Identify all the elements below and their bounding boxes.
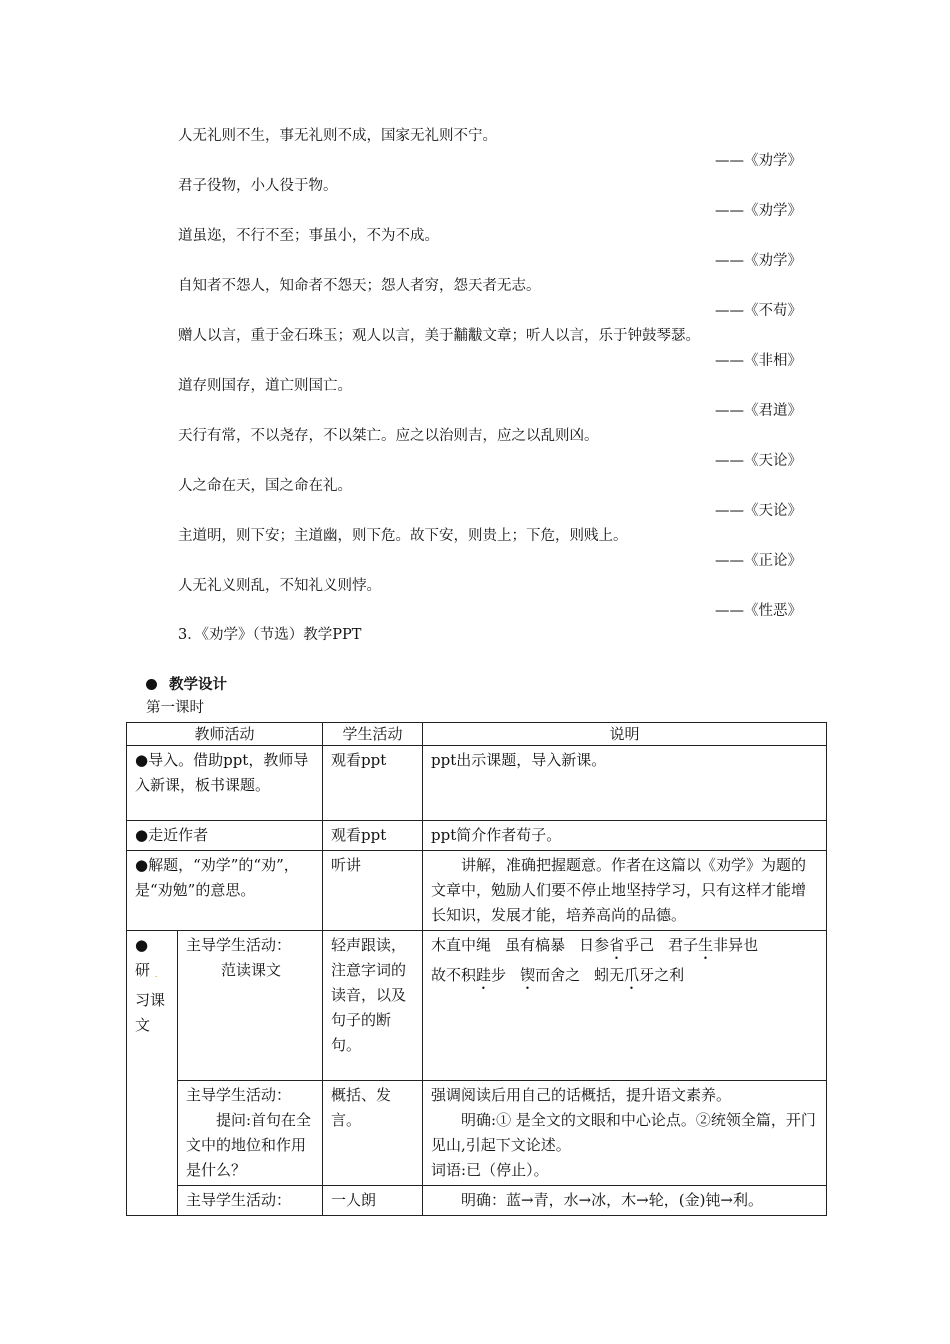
- teacher-body: 范读课文: [221, 961, 282, 979]
- teacher-cell: [178, 931, 323, 1081]
- vocab-line: [431, 933, 820, 963]
- quote-text: 人之命在天，国之命在礼。: [178, 478, 352, 494]
- quote-source: ——《天论》: [715, 453, 802, 469]
- note-cell: ppt出示课题，导入新课。: [423, 746, 827, 821]
- quote-source: ——《劝学》: [715, 153, 802, 169]
- quote-source: ——《天论》: [715, 503, 802, 519]
- section-title: [146, 675, 227, 695]
- quote-source: ——《君道》: [715, 403, 802, 419]
- lesson-plan-table: [126, 722, 827, 1216]
- quote-source: ——《非相》: [715, 353, 802, 369]
- teacher-title: 主导学生活动：: [186, 1086, 292, 1104]
- note-cell: 讲解，准确把握题意。作者在这篇以《劝学》为题的文章中，勉励人们要不停止地坚持学习，只有这样才能增长知识，发展才能，培养高尚的品德。: [423, 851, 827, 931]
- student-cell: 轻声跟读，注意字词的读音，以及句子的断句。: [323, 931, 423, 1081]
- section-title-text: 教学设计: [169, 677, 227, 693]
- quote-source: ——《性恶》: [715, 603, 802, 619]
- teacher-cell: 主导学生活动：: [178, 1186, 323, 1216]
- student-cell: 观看ppt: [323, 746, 423, 821]
- vocab-text: 乎己: [624, 936, 655, 954]
- emphasized-char: 省: [609, 936, 625, 954]
- study-label-line-2: 习课: [135, 991, 166, 1009]
- teacher-title: 主导学生活动：: [186, 936, 292, 954]
- vocab-text: 牙之利: [639, 966, 685, 984]
- table-row: [127, 821, 827, 851]
- teacher-cell: ●导入。借助ppt，教师导入新课，板书课题。: [127, 746, 323, 821]
- header-student: 学生活动: [323, 723, 423, 746]
- student-cell: 概括、发言。: [323, 1081, 423, 1186]
- teacher-cell: [178, 1081, 323, 1186]
- table-row: [127, 1186, 827, 1216]
- vocab-text: 步: [491, 966, 507, 984]
- quote-text: 天行有常，不以尧存，不以桀亡。应之以治则吉，应之以乱则凶。: [178, 428, 599, 444]
- note-line: 词语:已（停止）。: [431, 1161, 549, 1179]
- vocab-lines: [431, 933, 820, 993]
- vocab-text: 虽有槁: [505, 936, 551, 954]
- vocab-text: 木直中: [431, 936, 477, 954]
- teacher-cell: ●解题，“劝学”的“劝”，是“劝勉”的意思。: [127, 851, 323, 931]
- student-cell: 听讲: [323, 851, 423, 931]
- note-cell: ppt简介作者荀子。: [423, 821, 827, 851]
- quote-text: 君子役物，小人役于物。: [178, 178, 338, 194]
- quote-text: 道存则国存，道亡则国亡。: [178, 378, 352, 394]
- header-teacher: 教师活动: [127, 723, 323, 746]
- vocab-line: [431, 963, 820, 993]
- quote-text: 主道明，则下安；主道幽，则下危。故下安，则贵上；下危，则贱上。: [178, 528, 628, 544]
- quote-text: 自知者不怨人，知命者不怨天；怨人者穷，怨天者无志。: [178, 278, 541, 294]
- emphasized-char: 生: [698, 936, 714, 954]
- bullet-icon: [146, 679, 157, 690]
- emphasized-char: 锲: [520, 966, 536, 984]
- ppt-line: 3．《劝学》（节选）教学PPT: [178, 627, 362, 643]
- note-cell: [423, 931, 827, 1081]
- student-cell: 一人朗: [323, 1186, 423, 1216]
- vocab-text: 故不积: [431, 966, 477, 984]
- table-header-row: [127, 723, 827, 746]
- note-cell: 明确：蓝→青，水→冰，木→轮，(金)钝→利。: [423, 1186, 827, 1216]
- student-cell: 观看ppt: [323, 821, 423, 851]
- vocab-text: 非异也: [713, 936, 759, 954]
- mark-icon: .: [154, 970, 158, 980]
- quote-source: ——《不苟》: [715, 303, 802, 319]
- vocab-text: 而舍之: [535, 966, 581, 984]
- vocab-text: 蚓无: [594, 966, 625, 984]
- note-line: 明确:① 是全文的文眼和中心论点。②统领全篇，开门见山,引起下文论述。: [431, 1111, 816, 1154]
- quote-source: ——《正论》: [715, 553, 802, 569]
- study-label-text: 研: [135, 961, 151, 979]
- quote-text: 人无礼义则乱，不知礼义则悖。: [178, 578, 381, 594]
- study-label-bullet: ●: [135, 936, 149, 954]
- quote-text: 道虽迩，不行不至；事虽小，不为不成。: [178, 228, 439, 244]
- teacher-body: 提问:首句在全文中的地位和作用是什么？: [186, 1111, 312, 1179]
- emphasized-char: 爪: [624, 966, 640, 984]
- emphasized-char: 跬: [476, 966, 492, 984]
- quote-text: 赠人以言，重于金石珠玉；观人以言，美于黼黻文章；听人以言，乐于钟鼓琴瑟。: [178, 328, 700, 344]
- quote-source: ——《劝学》: [715, 253, 802, 269]
- table-row: [127, 1081, 827, 1186]
- table-row: [127, 931, 827, 1081]
- study-label-line-1: [135, 958, 171, 988]
- vocab-text: 君子: [668, 936, 699, 954]
- note-line: 强调阅读后用自己的话概括，提升语文素养。: [431, 1086, 732, 1104]
- vocab-text: 暴: [550, 936, 566, 954]
- quote-text: 人无礼则不生，事无礼则不成，国家无礼则不宁。: [178, 128, 497, 144]
- vocab-text: 绳: [476, 936, 492, 954]
- header-note: 说明: [423, 723, 827, 746]
- note-cell: [423, 1081, 827, 1186]
- quote-source: ——《劝学》: [715, 203, 802, 219]
- study-label-line-3: 文: [135, 1016, 151, 1034]
- study-label-cell: [127, 931, 178, 1216]
- teacher-cell: ●走近作者: [127, 821, 323, 851]
- table-row: [127, 746, 827, 821]
- lesson-label: 第一课时: [146, 700, 204, 716]
- vocab-text: 日参: [579, 936, 610, 954]
- table-row: [127, 851, 827, 931]
